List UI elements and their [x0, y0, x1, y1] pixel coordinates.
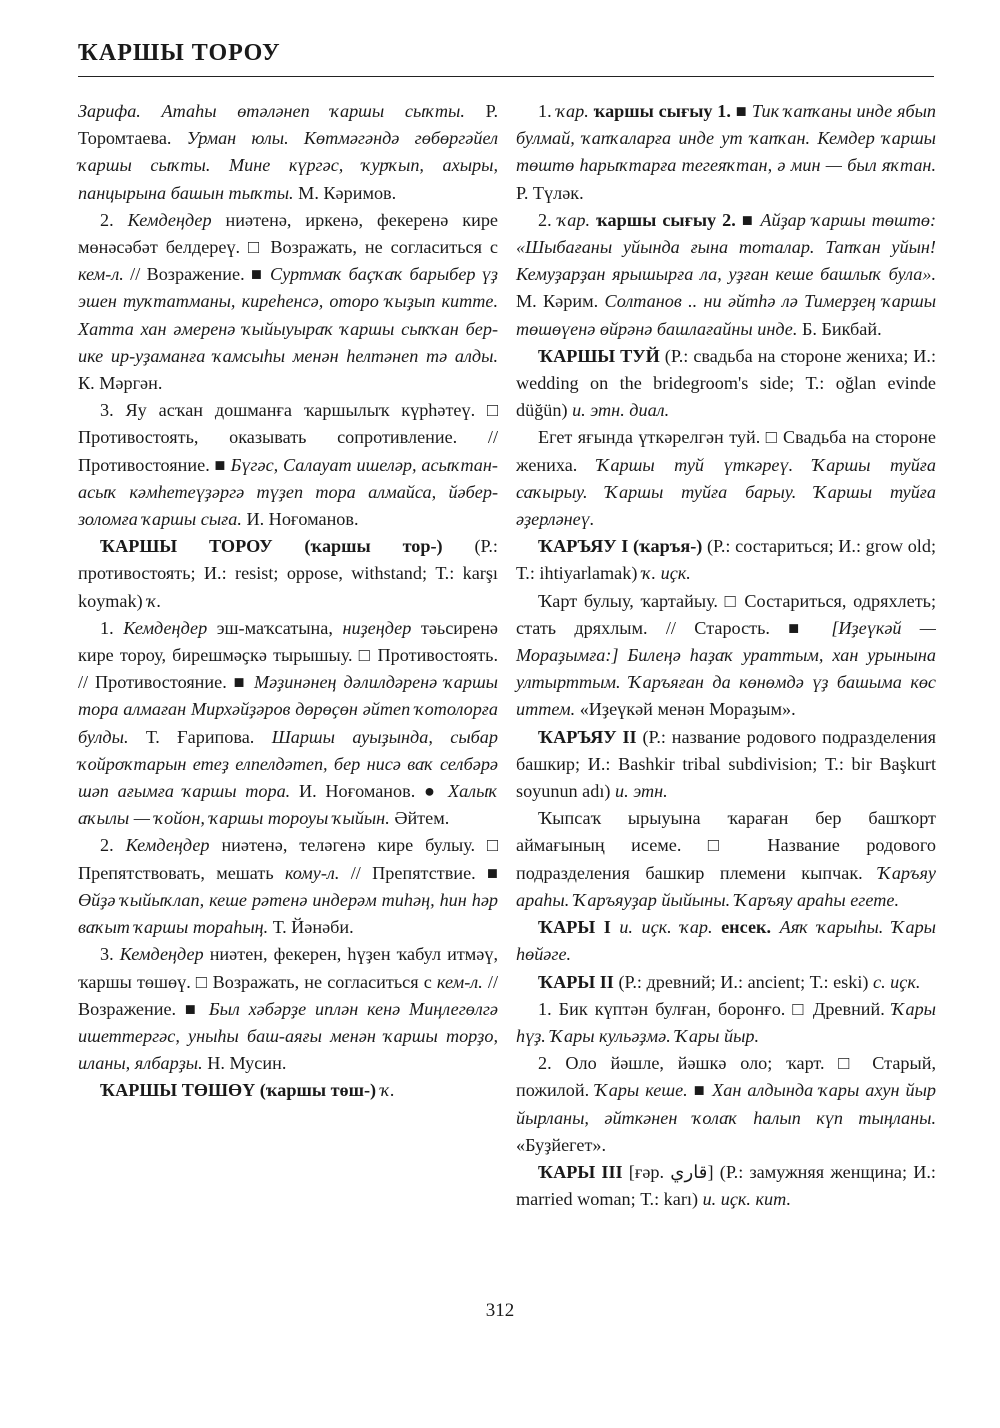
- headword: ҠАРШЫ ТОРОУ (ҡаршы тор-): [100, 536, 443, 557]
- text-run: ниәтенә, теләгенә кире булыу. □ Препятствовать, мешать: [78, 835, 498, 883]
- text-run: [713, 917, 722, 937]
- italic-text: Айҙар ҡаршы төштө: «Шыбағаны уйында ғына тоталар. Тапҡан уйын! Кемуҙарҙан ярышырға ла, уҙған кеше башлыҡ була».: [516, 209, 936, 285]
- text-run: ■: [687, 1080, 713, 1101]
- italic-text: и. этн.: [615, 781, 668, 802]
- italic-text: кем-л.: [78, 264, 124, 285]
- dictionary-paragraph: [78, 397, 498, 533]
- text-run: [ғәр. قاري] (Р.: замужняя женщина; И.: married woman; Т.: karı): [516, 1161, 936, 1210]
- text-run: 2. Оло йәшле, йәшкә оло; ҡарт. □ Старый, пожилой.: [516, 1053, 936, 1101]
- italic-text: Бүгәс, Салауат ишеләр, асыҡтан-асыҡ кәмһетеүҙәргә түҙеп тора алмайса, йәбер-золомға ҡаршы сыға.: [78, 454, 498, 530]
- dictionary-paragraph: [516, 1159, 936, 1213]
- italic-text: Халыҡ аҡылы — ҡойон, ҡаршы тороуы ҡыйын.: [78, 781, 498, 829]
- text-run: Т. Йәнәби.: [268, 917, 354, 938]
- dictionary-paragraph: [516, 805, 936, 914]
- italic-text: Ҡаръяу араһы. Ҡаръяуҙар йыйыны. Ҡаръяу араһы егете.: [516, 862, 936, 910]
- italic-text: [Иҙеүкәй — Мораҙымға:] Билеңә һаҙаҡ ураттым, хан урынына ултырттым. Ҡаръяған да көнөмдә үҙ башыма көс иттем.: [516, 617, 936, 720]
- italic-text: ҡ.: [147, 590, 162, 611]
- italic-text: ниҙеңдер: [342, 617, 412, 638]
- headword: ҠАРЫ III: [538, 1161, 623, 1182]
- italic-text: Суртмаҡ баҫҡаҡ барыбер үҙ эшен туҡтатманы, киреһенсә, оторо ҡыҙып китте. Хатта хан әмеренә ҡыйыуыраҡ ҡаршы сыҡҡан бер-ике ир-уҙаманға ҡамсыһы менән һелтәнеп тә алды.: [78, 264, 498, 366]
- text-run: [771, 917, 780, 937]
- italic-text: ҡар.: [557, 209, 591, 230]
- dictionary-paragraph: [78, 207, 498, 397]
- text-run: Әйтем.: [389, 808, 450, 829]
- italic-text: Ҡары һүҙ. Ҡары кульәҙмә. Ҡары йыр.: [516, 998, 936, 1046]
- text-run: «Иҙеүкәй менән Мораҙым».: [575, 699, 796, 720]
- text-run: Ҡарт булыу, ҡартайыу. □ Состариться, одряхлеть; стать дряхлым. // Старость. ■: [516, 590, 936, 638]
- text-run: (Р.: свадьба на стороне жениха; И.: wedding on the bridegroom's side; Т.: oğlan evinde düğün): [516, 345, 936, 421]
- text-run: 2.: [100, 835, 126, 856]
- headword: ҠАРШЫ ТӨШӨҮ (ҡаршы төш-): [100, 1080, 377, 1101]
- italic-text: и. иҫк. кит.: [702, 1189, 792, 1210]
- header-rule: [78, 76, 934, 77]
- text-run: Н. Мусин.: [202, 1053, 287, 1074]
- dictionary-paragraph: [78, 533, 498, 615]
- dictionary-paragraph: [78, 98, 498, 207]
- text-run: 2.: [538, 209, 558, 230]
- dictionary-paragraph: [78, 941, 498, 1077]
- italic-text: Солтанов .. ни әйтһә лә Тимерҙең ҡаршы төшөүенә өйрәнә башлағайны инде.: [516, 291, 937, 339]
- italic-text: Хан алдында ҡары ахун йыр йырланы, әйткәнен ҡолаҡ һалып күп тыңланы.: [516, 1080, 936, 1128]
- dictionary-paragraph: [78, 832, 498, 941]
- text-run: ■: [735, 209, 761, 230]
- text-run: И. Ноғоманов. ●: [290, 781, 448, 802]
- dictionary-paragraph: [78, 615, 498, 833]
- dictionary-paragraph: [516, 343, 936, 425]
- italic-text: кем-л.: [436, 971, 483, 992]
- headword: ҠАРЪЯУ II: [538, 726, 637, 747]
- italic-text: Был хәбәрҙе иплән кенә Миңлегөлгә ишеттергәс, уныһы баш-аяғы менән ҡаршы торҙо, иланы, ялбарҙы.: [78, 998, 498, 1074]
- text-run: Т. Ғарипова.: [128, 726, 272, 747]
- italic-text: Тик ҡапҡаны инде ябып булмай, ҡапҡаларға инде ут ҡапҡан. Кемдер ҡаршы төштө һарыҡтарға тегеяҡтан, ә мин — был яҡтан.: [516, 101, 936, 176]
- text-run: «Буҙйегет».: [516, 1134, 607, 1155]
- text-run: (Р.: древний; И.: ancient; Т.: eski): [613, 971, 874, 992]
- text-run: К. Мәргән.: [78, 373, 163, 394]
- dictionary-paragraph: [516, 588, 936, 724]
- headword: ҡаршы сығыу 1.: [593, 101, 731, 121]
- dictionary-paragraph: [516, 1050, 936, 1159]
- text-run: И. Ноғоманов.: [241, 509, 359, 530]
- italic-text: Шаршы ауыҙында, сыбар ҡойроҡтарын етеҙ елпелдәтеп, бер нисә ваҡ селбәрә шәп ағымға ҡаршы тора.: [78, 726, 498, 802]
- text-run: // Возражение. ■: [78, 971, 498, 1019]
- dictionary-paragraph: [516, 724, 936, 806]
- italic-text: Кемдеңдер: [119, 944, 204, 965]
- dictionary-paragraph: [516, 98, 936, 207]
- text-run: М. Кәримов.: [293, 182, 397, 203]
- italic-text: Ҡары кеше.: [595, 1080, 688, 1101]
- headword: ҡаршы сығыу 2.: [596, 209, 736, 230]
- dictionary-paragraph: [78, 1077, 498, 1104]
- headword: ҠАРЫ I: [538, 917, 611, 938]
- dictionary-paragraph: [516, 914, 936, 968]
- text-run: Б. Бикбай.: [797, 318, 882, 339]
- text-run: 1.: [538, 101, 557, 121]
- headword: ҠАРЫ II: [538, 971, 614, 992]
- headword: ҠАРЪЯУ I (ҡаръя-): [538, 536, 703, 557]
- italic-text: ҡар.: [556, 101, 589, 121]
- headword: енсек.: [721, 917, 772, 938]
- text-run: 3. Яу асҡан дошманға ҡаршылыҡ күрһәтеү. □ Противостоять, оказывать сопротивление. // Противостояние. ■: [78, 400, 498, 475]
- italic-text: Аяҡ ҡарыһы. Ҡары һөйәге.: [516, 917, 936, 965]
- italic-text: Кемдеңдер: [125, 835, 210, 856]
- dictionary-paragraph: [516, 207, 936, 343]
- dictionary-paragraph: [516, 533, 936, 587]
- headword: ҠАРШЫ ТУЙ: [538, 345, 660, 366]
- text-run: Р. Торомтаева.: [78, 101, 499, 149]
- text-run: 1.: [100, 617, 124, 638]
- italic-text: Урман юлы. Көтмәгәндә гөбөргәйел ҡаршы сыҡты. Мине күргәс, ҡурҡып, ахыры, панцырына башын тыҡты.: [78, 128, 499, 203]
- text-run: эш-маҡсатына,: [207, 617, 343, 638]
- text-run: Ҡыпсаҡ ырыуына ҡараған бер башҡорт аймағының исеме. □ Название родового подразделения башкир племени кыпчак.: [516, 808, 936, 883]
- dictionary-paragraph: [516, 424, 936, 533]
- text-run: (Р.: противостоять; И.: resist; oppose, withstand; Т.: karşı koymak): [78, 536, 498, 611]
- text-run: // Препятствие. ■: [339, 862, 498, 883]
- text-run: (Р.: название родового подразделения башкир; И.: Bashkir tribal subdivision; Т.: bir Başkurt soyunun adı): [516, 726, 936, 802]
- left-column: [78, 98, 498, 1105]
- text-run: ниәтенә, иркенә, фекеренә кире мөнәсәбәт белдереү. □ Возражать, не согласиться с: [78, 209, 498, 258]
- text-run: М. Кәрим.: [516, 291, 605, 312]
- dictionary-paragraph: [516, 969, 936, 996]
- text-run: Р. Түләк.: [516, 182, 584, 203]
- dictionary-paragraph: [516, 996, 936, 1050]
- text-run: 2.: [100, 209, 128, 230]
- text-run: 1. Бик күптән булған, боронғо. □ Древний.: [538, 998, 892, 1019]
- italic-text: с. иҫк.: [873, 971, 921, 992]
- right-column: [516, 98, 936, 1213]
- italic-text: Кемдеңдер: [127, 209, 212, 230]
- italic-text: кому-л.: [284, 862, 340, 883]
- italic-text: ҡ. иҫк.: [641, 563, 691, 584]
- text-run: ■: [730, 101, 752, 121]
- italic-text: Кемдеңдер: [123, 617, 208, 638]
- text-run: (Р.: состариться; И.: grow old; Т.: ihtiyarlamak): [516, 536, 937, 584]
- page-number: 312: [485, 1300, 515, 1321]
- italic-text: и. иҫк. ҡар.: [619, 917, 713, 938]
- text-run: тәьсиренә кире тороу, бирешмәҫкә тырышыу. □ Противостоять. // Противостояние. ■: [78, 617, 499, 693]
- italic-text: Зарифа. Атаһы өтәләнеп ҡаршы сыҡты.: [78, 101, 465, 121]
- italic-text: ҡ.: [380, 1080, 395, 1101]
- italic-text: Ҡаршы туй үткәреү. Ҡаршы туйға саҡырыу. Ҡаршы туйға барыу. Ҡаршы туйға әҙерләнеү.: [516, 454, 936, 530]
- italic-text: Мәҙинәнең дәлилдәренә ҡаршы тора алмаған Мирхәйҙәров дөрөҫөн әйтеп ҡотолорға булды.: [78, 672, 498, 747]
- running-header: ҠАРШЫ ТОРОУ: [78, 40, 281, 66]
- text-run: Егет яғында үткәрелгән туй. □ Свадьба на стороне жениха.: [516, 427, 936, 475]
- text-run: 3.: [100, 944, 120, 965]
- italic-text: и. этн. диал.: [572, 400, 670, 421]
- text-run: // Возражение. ■: [123, 264, 271, 285]
- text-run: ниәтен, фекерен, һүҙен ҡабул итмәү, ҡаршы төшөү. □ Возражать, не согласиться с: [78, 944, 498, 992]
- italic-text: Өйҙә ҡыйыҡлап, кеше рәтенә индерәм тиһәң, һин һәр ваҡыт ҡаршы тораһың.: [78, 889, 498, 938]
